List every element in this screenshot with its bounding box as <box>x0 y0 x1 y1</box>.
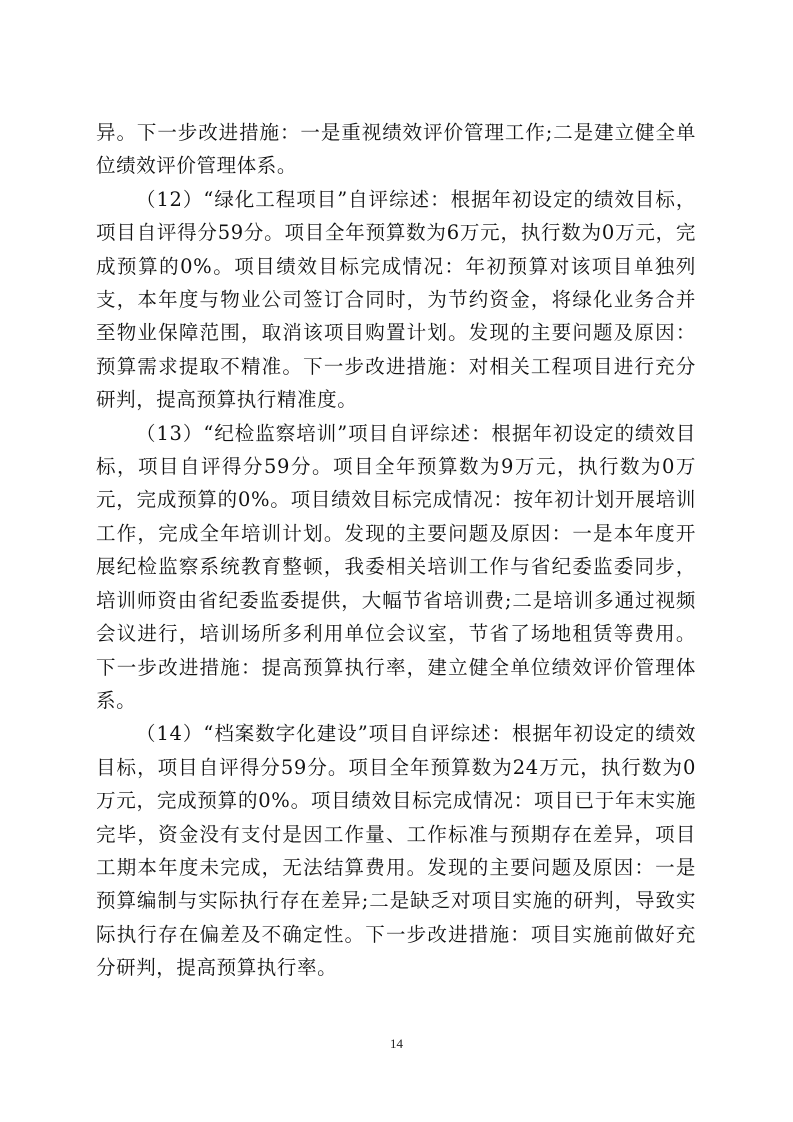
paragraph-item-14: （14）“档案数字化建设”项目自评综述：根据年初设定的绩效目标，项目自评得分59分。项目全年预算数为24万元，执行数为0万元，完成预算的0%。项目绩效目标完成情况：项目已于年末实施完毕，资金没有支付是因工作量、工作标准与预期存在差异，项目工期本年度未完成，无法结算费用。发现的主要问题及原因：一是预算编制与实际执行存在差异;二是缺乏对项目实施的研判，导致实际执行存在偏差及不确定性。下一步改进措施：项目实施前做好充分研判，提高预算执行率。 <box>96 722 696 980</box>
paragraph-continuation: 异。下一步改进措施：一是重视绩效评价管理工作;二是建立健全单位绩效评价管理体系。 <box>96 121 696 178</box>
document-body <box>96 116 696 985</box>
page-number: 14 <box>390 1036 403 1051</box>
paragraph-item-12: （12）“绿化工程项目”自评综述：根据年初设定的绩效目标，项目自评得分59分。项目全年预算数为6万元，执行数为0万元，完成预算的0%。项目绩效目标完成情况：年初预算对该项目单独列支，本年度与物业公司签订合同时，为节约资金，将绿化业务合并至物业保障范围，取消该项目购置计划。发现的主要问题及原因：预算需求提取不精准。下一步改进措施：对相关工程项目进行充分研判，提高预算执行精准度。 <box>96 187 696 412</box>
paragraph-item-13: （13）“纪检监察培训”项目自评综述：根据年初设定的绩效目标，项目自评得分59分。项目全年预算数为9万元，执行数为0万元，完成预算的0%。项目绩效目标完成情况：按年初计划开展培训工作，完成全年培训计划。发现的主要问题及原因：一是本年度开展纪检监察系统教育整顿，我委相关培训工作与省纪委监委同步，培训师资由省纪委监委提供，大幅节省培训费;二是培训多通过视频会议进行，培训场所多利用单位会议室，节省了场地租赁等费用。下一步改进措施：提高预算执行率，建立健全单位绩效评价管理体系。 <box>96 421 696 712</box>
